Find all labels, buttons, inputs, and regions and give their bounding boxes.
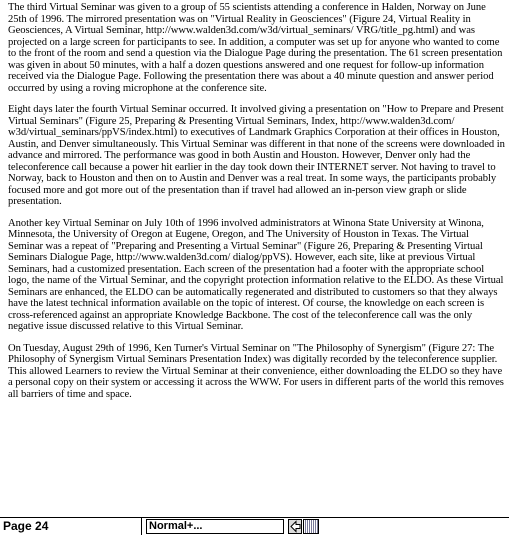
arrow-left-icon — [289, 520, 301, 533]
paragraph-4: On Tuesday, August 29th of 1996, Ken Turner's Virtual Seminar on "The Philosophy of Synergism" (Figure 27: The Philosophy of Synergism Virtual Seminars Presentation Index) was digitally recorded by the teleconference supplier. This allowed Learners to review the Virtual Seminar at their convenience, either downloading the ELDO so they have a personal copy on their system or accessing it across the WWW. For users in different parts of the world this removes all barriers of time and space. — [8, 342, 504, 400]
paragraph-1: The third Virtual Seminar was given to a group of 55 scientists attending a conference in Halden, Norway on June 25th of 1996. The mirrored presentation was on "Virtual Reality in Geosciences" (Figure 24, Virtual Reality in Geosciences, A Virtual Seminar, http://www.walden3d.com/w3d/virtual_seminars/ VRG/title_pg.html) and was projected on a large screen for participants to see. In addition, a computer was set up for anyone who wanted to come to the front of the room and send a question via the Dialogue Page during the presentation. The 61 screen presentation was given in about 50 minutes, with a half a dozen questions answered and one request for follow-up information received via the Dialogue Page. Following the presentation there was about a 40 minute question and answer period occurred by using a roving microphone at the conference site. — [8, 2, 503, 94]
horizontal-scroll-track[interactable] — [320, 519, 509, 534]
status-bar — [0, 517, 509, 535]
paragraph-3: Another key Virtual Seminar on July 10th of 1996 involved administrators at Winona State University at Winona, Minnesota, the University of Oregon at Eugene, Oregon, and The University of Houston in Texas. The Virtual Seminar was a repeat of "Preparing and Presenting a Virtual Seminar" (Figure 26, Preparing & Presenting Virtual Seminars Dialogue Page, http://www.walden3d.com/ dialog/ppVS). However, each site, like at previous Virtual Seminars, had a customized presentation. Each screen of the presentation had a footer with the appropriate school logo, the name of the Virtual Seminar, and the copyright protection information relative to the ELDO. As these Virtual Seminars are enhanced, the ELDO can be automatically regenerated and distributed to customers so that they always have the latest technical information available on the topic of interest. Of course, the knowledge on each screen is cross-referenced against an appropriate Knowledge Backbone. The cost of the teleconference call was the only negative issue discussed relative to this Virtual Seminar. — [8, 217, 504, 332]
document-body — [8, 2, 505, 410]
horizontal-scroll-thumb[interactable] — [303, 519, 319, 534]
page-indicator[interactable]: Page 24 — [0, 518, 142, 535]
scroll-left-button[interactable] — [288, 519, 302, 534]
paragraph-2: Eight days later the fourth Virtual Seminar occurred. It involved giving a presentation on "How to Prepare and Present Virtual Seminars" (Figure 25, Preparing & Presenting Virtual Seminars, Index, http://www.walden3d.com/ w3d/virtual_seminars/ppVS/index.html) to executives of Landmark Graphics Corporation at their offices in Houston, Austin, and Denver simultaneously. This Virtual Seminar was different in that none of the screens were downloaded in advance and mirrored. The performance was good in both Austin and Houston. However, Denver only had the teleconference call because a power hit earlier in the day took down their INTERNET server. Not having to travel to Norway, back to Houston and then on to Austin and Denver was a real treat. In some ways, the participants probably focused more and got more out of the presentation than if travel had allowed an in-person view graph or slide presentation. — [8, 104, 505, 207]
style-selector[interactable]: Normal+... — [146, 519, 284, 534]
